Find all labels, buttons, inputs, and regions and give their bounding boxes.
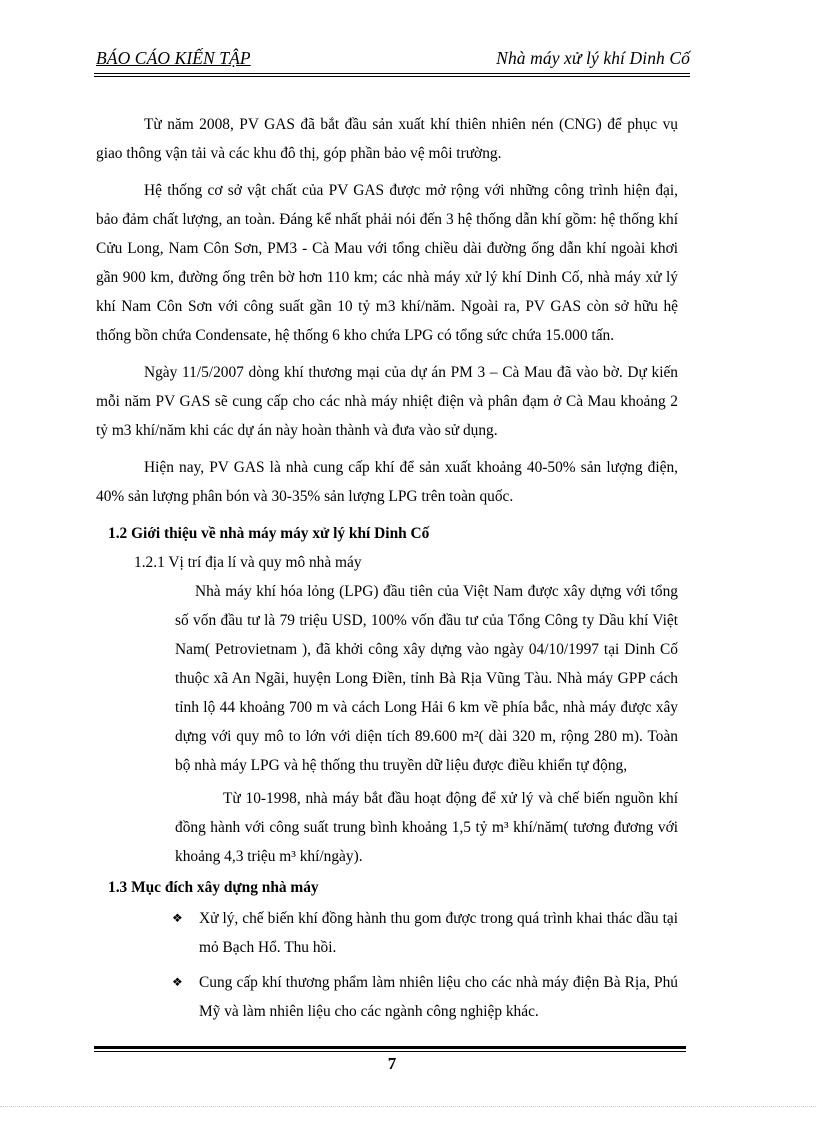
section-1-2-1-heading: 1.2.1 Vị trí địa lí và quy mô nhà máy xyxy=(134,554,362,571)
bullet-text-1: Xử lý, chế biến khí đồng hành thu gom được trong quá trình khai thác dầu tại mỏ Bạch Hổ. Thu hồi. xyxy=(199,910,678,956)
header-plant-name: Nhà máy xử lý khí Dinh Cố xyxy=(496,48,690,68)
paragraph-cng: Từ năm 2008, PV GAS đã bắt đầu sản xuất khí thiên nhiên nén (CNG) để phục vụ giao thông vận tải và các khu đô thị, góp phần bảo vệ môi trường. xyxy=(96,116,678,162)
footer-rule-thick xyxy=(94,1046,686,1049)
header-rule xyxy=(94,73,690,74)
paragraph-plant-operation: Từ 10-1998, nhà máy bắt đầu hoạt động để xử lý và chế biến nguồn khí đồng hành với công suất trung bình khoảng 1,5 tỷ m³ khí/năm( tương đương với khoảng 4,3 triệu m³ khí/ngày). xyxy=(175,790,678,865)
page-edge-divider xyxy=(0,1106,816,1107)
section-1-3-heading: 1.3 Mục đích xây dựng nhà máy xyxy=(108,879,319,896)
paragraph-infrastructure: Hệ thống cơ sở vật chất của PV GAS được mở rộng với những công trình hiện đại, bảo đảm chất lượng, an toàn. Đáng kể nhất phải nói đến 3 hệ thống dẫn khí gồm: hệ thống khí Cửu Long, Nam Côn Sơn, PM3 - Cà Mau với tổng chiều dài đường ống dẫn khí ngoài khơi gần 900 km, đường ống trên bờ hơn 110 km; các nhà máy xử lý khí Dinh Cố, nhà máy xử lý khí Nam Côn Sơn với công suất gần 10 tỷ m3 khí/năm. Ngoài ra, PV GAS còn sở hữu hệ thống bồn chứa Condensate, hệ thống 6 kho chứa LPG có tổng sức chứa 15.000 tấn. xyxy=(96,182,678,344)
diamond-cluster-icon: ❖ xyxy=(172,975,183,989)
paragraph-market-share: Hiện nay, PV GAS là nhà cung cấp khí để sản xuất khoảng 40-50% sản lượng điện, 40% sản lượng phân bón và 30-35% sản lượng LPG trên toàn quốc. xyxy=(96,459,678,505)
section-1-2-heading: 1.2 Giới thiệu về nhà máy máy xử lý khí Dinh Cố xyxy=(108,525,430,542)
paragraph-plant-location: Nhà máy khí hóa lỏng (LPG) đầu tiên của Việt Nam được xây dựng với tổng số vốn đầu tư là 79 triệu USD, 100% vốn đầu tư của Tổng Công ty Dầu khí Việt Nam( Petrovietnam ), đã khởi công xây dựng vào ngày 04/10/1997 tại Dinh Cố thuộc xã An Ngãi, huyện Long Điền, tỉnh Bà Rịa Vũng Tàu. Nhà máy GPP cách tỉnh lộ 44 khoảng 700 m và cách Long Hải 6 km về phía bắc, nhà máy được xây dựng với quy mô to lớn với diện tích 89.600 m²( dài 320 m, rộng 280 m). Toàn bộ nhà máy LPG và hệ thống thu truyền dữ liệu được điều khiển tự động, xyxy=(175,583,678,774)
body-text xyxy=(96,110,678,1026)
header-report-title: BÁO CÁO KIẾN TẬP xyxy=(96,48,251,68)
bullet-item-1 xyxy=(96,904,678,962)
page-number: 7 xyxy=(387,1054,397,1073)
footer-rule-thin xyxy=(94,1051,686,1052)
paragraph-pm3: Ngày 11/5/2007 dòng khí thương mại của dự án PM 3 – Cà Mau đã vào bờ. Dự kiến mỗi năm PV GAS sẽ cung cấp cho các nhà máy nhiệt điện và phân đạm ở Cà Mau khoảng 2 tỷ m3 khí/năm khi các dự án này hoàn thành và đưa vào sử dụng. xyxy=(96,364,678,439)
header-rule-second xyxy=(94,76,690,77)
bullet-text-2: Cung cấp khí thương phẩm làm nhiên liệu cho các nhà máy điện Bà Rịa, Phú Mỹ và làm nhiên liệu cho các ngành công nghiệp khác. xyxy=(199,974,678,1020)
bullet-item-2 xyxy=(96,968,678,1026)
diamond-cluster-icon: ❖ xyxy=(172,911,183,925)
